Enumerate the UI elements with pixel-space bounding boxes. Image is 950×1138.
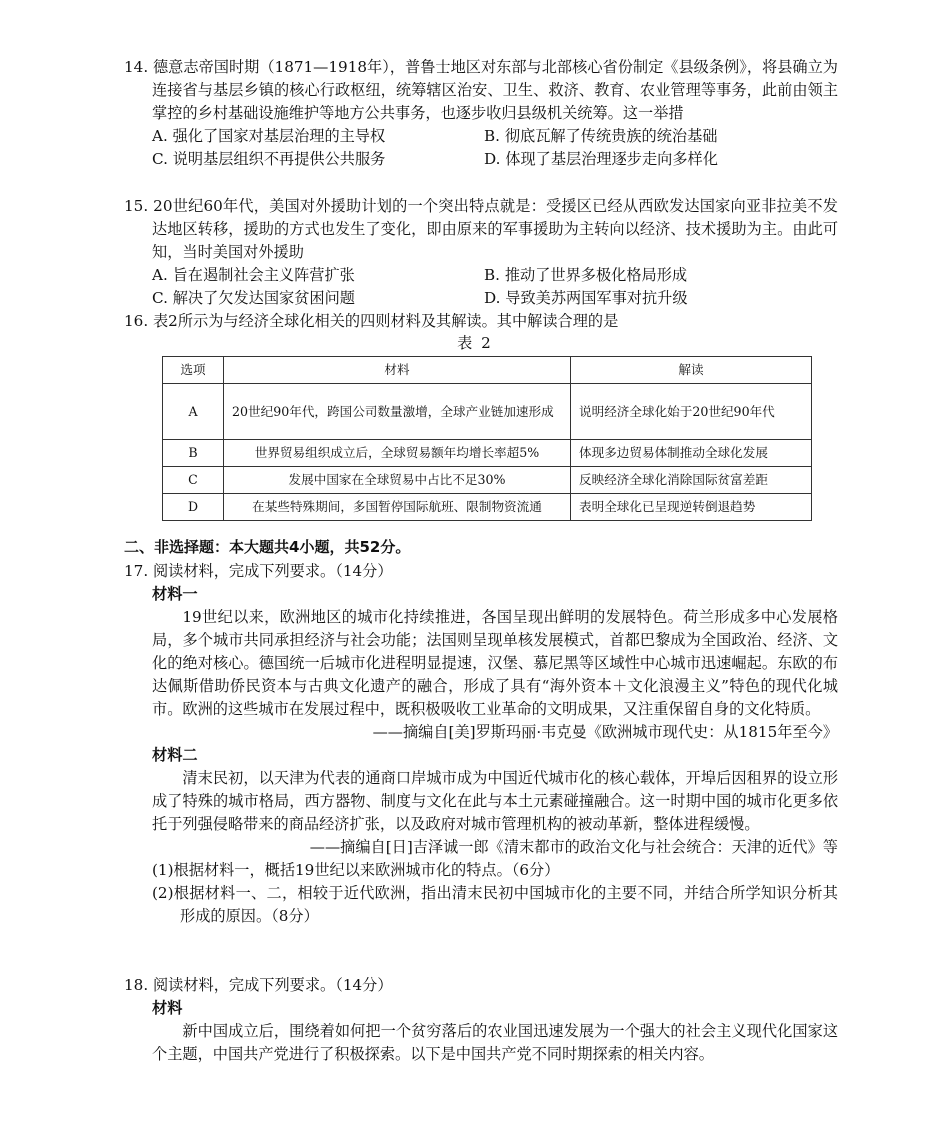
question-17-part-2: (2)根据材料一、二，相较于近代欧洲，指出清末民初中国城市化的主要不同，并结合所学知识分析其形成的原因。（8分） <box>152 884 838 925</box>
row-material: 20世纪90年代，跨国公司数量激增，全球产业链加速形成 <box>224 384 571 440</box>
header-material: 材料 <box>224 357 571 384</box>
section-2-heading: 二、非选择题：本大题共4小题，共52分。 <box>124 538 411 556</box>
option-c: C. 解决了欠发达国家贫困问题 <box>152 289 355 307</box>
question-16 <box>124 310 838 333</box>
option-b: B. 彻底瓦解了传统贵族的统治基础 <box>484 127 718 145</box>
row-interpretation: 体现多边贸易体制推动全球化发展 <box>571 440 812 467</box>
row-material: 世界贸易组织成立后，全球贸易额年均增长率超5% <box>224 440 571 467</box>
material-2-text: 清末民初，以天津为代表的通商口岸城市成为中国近代城市化的核心载体，开埠后因租界的设立形成了特殊的城市格局，西方器物、制度与文化在此与本土元素碰撞融合。这一时期中国的城市化更多依托于列强侵略带来的商品经济扩张，以及政府对城市管理机构的被动革新，整体进程缓慢。 <box>152 769 838 833</box>
table-row <box>163 440 812 467</box>
row-option: B <box>163 440 224 467</box>
row-material: 发展中国家在全球贸易中占比不足30% <box>224 467 571 494</box>
question-17-part-1: (1)根据材料一，概括19世纪以来欧洲城市化的特点。（6分） <box>152 861 560 879</box>
question-16-stem: 16. 表2所示为与经济全球化相关的四则材料及其解读。其中解读合理的是 <box>124 312 619 330</box>
material-text: 新中国成立后，围绕着如何把一个贫穷落后的农业国迅速发展为一个强大的社会主义现代化国家这个主题，中国共产党进行了积极探索。以下是中国共产党不同时期探索的相关内容。 <box>152 1022 838 1063</box>
question-14 <box>124 56 838 171</box>
option-c: C. 说明基层组织不再提供公共服务 <box>152 150 386 168</box>
material-1-source: ——摘编自[美]罗斯玛丽·韦克曼《欧洲城市现代史：从1815年至今》 <box>372 723 838 741</box>
row-interpretation: 反映经济全球化消除国际贫富差距 <box>571 467 812 494</box>
question-15-stem: 15. 20世纪60年代，美国对外援助计划的一个突出特点就是：受援区已经从西欧发达国家向亚非拉美不发达地区转移，援助的方式也发生了变化，即由原来的军事援助为主转向以经济、技术援助为主。由此可知，当时美国对外援助 <box>124 197 838 261</box>
table-row <box>163 494 812 521</box>
question-15-options <box>124 264 838 310</box>
question-14-options <box>124 125 838 171</box>
option-d: D. 导致美苏两国军事对抗升级 <box>484 289 688 307</box>
row-interpretation: 说明经济全球化始于20世纪90年代 <box>571 384 812 440</box>
table-header-row <box>163 357 812 384</box>
question-14-stem: 14. 德意志帝国时期（1871—1918年），普鲁士地区对东部与北部核心省份制定《县级条例》，将县确立为连接省与基层乡镇的核心行政枢纽，统筹辖区治安、卫生、救济、教育、农业管理等事务，此前由领主掌控的乡村基础设施维护等地方公共事务，也逐步收归县级机关统筹。这一举措 <box>124 58 838 122</box>
question-17 <box>124 560 838 928</box>
header-interpretation: 解读 <box>571 357 812 384</box>
row-option: C <box>163 467 224 494</box>
table-caption: 表 2 <box>457 334 493 352</box>
option-a: A. 旨在遏制社会主义阵营扩张 <box>152 266 355 284</box>
row-option: D <box>163 494 224 521</box>
table-2 <box>162 356 812 521</box>
material-1-title: 材料一 <box>152 585 198 603</box>
question-18-stem: 18. 阅读材料，完成下列要求。（14分） <box>124 976 393 994</box>
question-18 <box>124 974 838 1066</box>
material-title: 材料 <box>152 999 183 1017</box>
question-15 <box>124 195 838 310</box>
material-1-text: 19世纪以来，欧洲地区的城市化持续推进，各国呈现出鲜明的发展特色。荷兰形成多中心发展格局，多个城市共同承担经济与社会功能；法国则呈现单核发展模式，首都巴黎成为全国政治、经济、文化的绝对核心。德国统一后城市化进程明显提速，汉堡、慕尼黑等区域性中心城市迅速崛起。东欧的布达佩斯借助侨民资本与古典文化遗产的融合，形成了具有“海外资本＋文化浪漫主义”特色的现代化城市。欧洲的这些城市在发展过程中，既积极吸收工业革命的文明成果，又注重保留自身的文化特质。 <box>152 608 838 718</box>
material-2-title: 材料二 <box>152 746 198 764</box>
option-a: A. 强化了国家对基层治理的主导权 <box>152 127 386 145</box>
header-option: 选项 <box>163 357 224 384</box>
material-2-source: ——摘编自[日]吉泽诚一郎《清末都市的政治文化与社会统合：天津的近代》等 <box>309 838 838 856</box>
row-option: A <box>163 384 224 440</box>
table-row <box>163 384 812 440</box>
question-17-stem: 17. 阅读材料，完成下列要求。（14分） <box>124 562 393 580</box>
row-material: 在某些特殊期间，多国暂停国际航班、限制物资流通 <box>224 494 571 521</box>
row-interpretation: 表明全球化已呈现逆转倒退趋势 <box>571 494 812 521</box>
option-d: D. 体现了基层治理逐步走向多样化 <box>484 150 718 168</box>
table-row <box>163 467 812 494</box>
option-b: B. 推动了世界多极化格局形成 <box>484 266 688 284</box>
